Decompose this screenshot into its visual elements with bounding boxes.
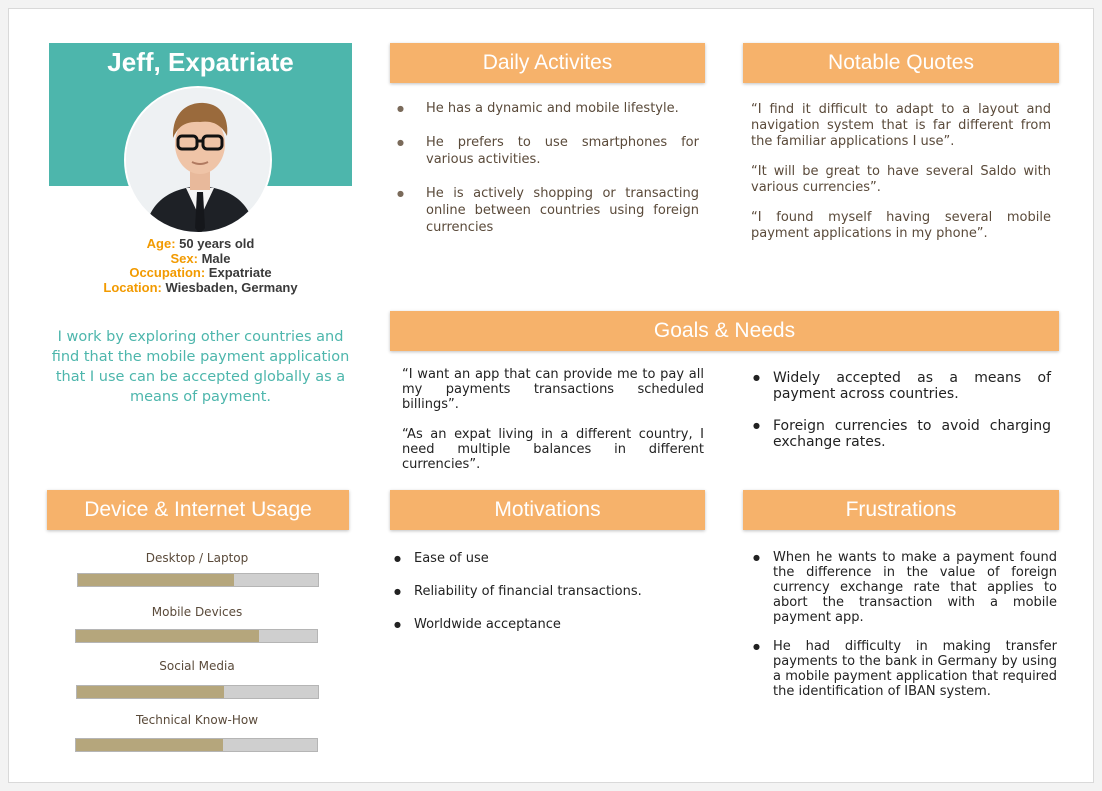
list-item: ● Foreign currencies to avoid charging exchange rates. <box>751 418 1051 450</box>
daily-activities-header <box>390 43 705 83</box>
frustrations-header <box>743 490 1059 530</box>
daily-activities-title: Daily Activites <box>482 51 613 74</box>
persona-page <box>8 8 1094 783</box>
daily-activities-list <box>392 100 699 236</box>
age-row <box>49 237 352 252</box>
frustrations-title: Frustrations <box>845 498 957 521</box>
occupation-label: Occupation: <box>129 265 206 280</box>
list-item: ● He has a dynamic and mobile lifestyle. <box>392 100 699 117</box>
list-item: ● Widely accepted as a means of payment across countries. <box>751 370 1051 402</box>
list-item: ● Worldwide acceptance <box>392 616 692 633</box>
usage-bar-fill <box>76 630 259 642</box>
usage-bar-fill <box>78 574 234 586</box>
occupation-value: Expatriate <box>208 265 272 280</box>
motivations-header <box>390 490 705 530</box>
persona-info <box>49 237 352 295</box>
list-item: ● When he wants to make a payment found the difference in the value of foreign currency exchange rate that applies to abort the transaction with a mobile payment app. <box>751 550 1057 625</box>
occupation-row <box>49 266 352 281</box>
goal-quote: “As an expat living in a different country, I need multiple balances in different currencies”. <box>402 427 704 472</box>
goals-needs-header <box>390 311 1059 351</box>
usage-bar-fill <box>77 686 224 698</box>
sex-row <box>49 252 352 267</box>
usage-bar-mobile <box>75 629 318 643</box>
location-row <box>49 281 352 296</box>
sex-label: Sex: <box>170 250 198 266</box>
age-label: Age: <box>146 236 176 251</box>
frustrations-list <box>751 550 1057 699</box>
list-item: ● He is actively shopping or transacting online between countries using foreign currencies <box>392 185 699 236</box>
device-usage-header <box>47 490 349 530</box>
motivations-title: Motivations <box>494 498 601 521</box>
list-item: ● He had difficulty in making transfer payments to the bank in Germany by using a mobile payment application that required the identification of IBAN system. <box>751 639 1057 699</box>
goal-quote: “I want an app that can provide me to pay all my payments transactions scheduled billings”. <box>402 367 704 412</box>
sex-value: Male <box>201 250 231 266</box>
notable-quotes-header <box>743 43 1059 83</box>
location-value: Wiesbaden, Germany <box>165 279 298 295</box>
usage-bar-technical <box>75 738 318 752</box>
quote-item: “It will be great to have several Saldo with various currencies”. <box>751 164 1051 195</box>
notable-quotes-title: Notable Quotes <box>828 51 974 74</box>
usage-label: Mobile Devices <box>151 605 243 619</box>
motivations-list <box>392 550 692 633</box>
list-item: ● Reliability of financial transactions. <box>392 583 692 600</box>
notable-quotes-list <box>751 102 1051 242</box>
list-item: ● Ease of use <box>392 550 692 567</box>
usage-label: Technical Know-How <box>135 713 259 727</box>
usage-label: Social Media <box>159 659 235 673</box>
age-value: 50 years old <box>179 236 255 251</box>
location-label: Location: <box>103 279 162 295</box>
usage-bar-desktop <box>77 573 319 587</box>
device-usage-title: Device & Internet Usage <box>84 498 312 521</box>
usage-label: Desktop / Laptop <box>145 551 249 565</box>
persona-quote: I work by exploring other countries and find that the mobile payment application that I use can be accepted globally as a means of payment. <box>51 329 350 405</box>
persona-name: Jeff, Expatriate <box>107 47 294 77</box>
goals-needs-title: Goals & Needs <box>653 319 796 342</box>
quote-item: “I found myself having several mobile payment applications in my phone”. <box>751 210 1051 241</box>
usage-bar-social <box>76 685 319 699</box>
avatar <box>124 86 272 234</box>
goals-needs-list <box>751 370 1051 450</box>
usage-bar-fill <box>76 739 223 751</box>
list-item: ● He prefers to use smartphones for various activities. <box>392 134 699 168</box>
quote-item: “I find it difficult to adapt to a layout and navigation system that is far different from the familiar applications I use”. <box>751 102 1051 149</box>
avatar-illustration <box>126 88 272 234</box>
goals-needs-quotes <box>402 367 704 472</box>
